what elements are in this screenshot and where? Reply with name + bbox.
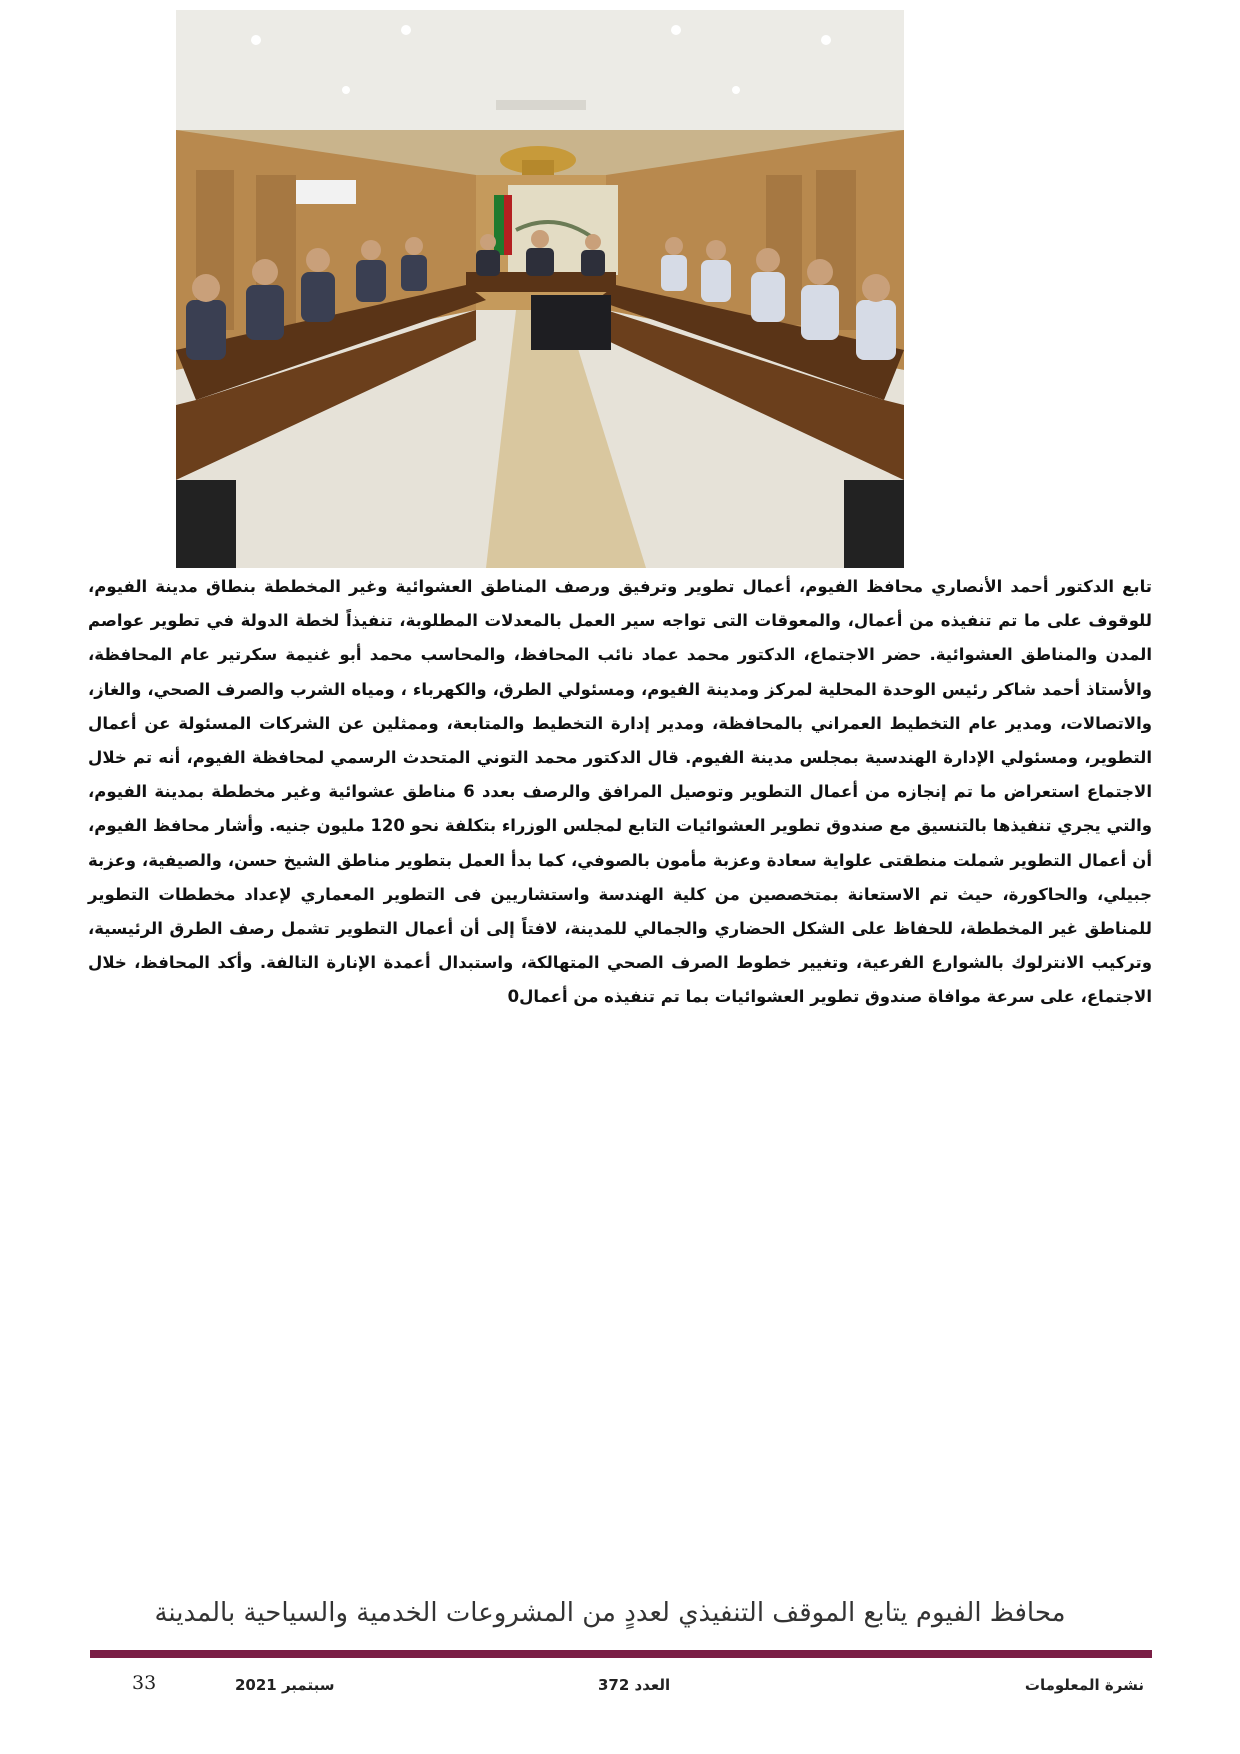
- article-body: تابع الدكتور أحمد الأنصاري محافظ الفيوم، أعمال تطوير وترفيق ورصف المناطق العشوائية وغير المخططة بنطاق مدينة الفيوم، للوقوف على ما تم تنفيذه من أعمال، والمعوقات التى تواجه سير العمل بالمعدلات المطلوبة، تنفيذاً لخطة الدولة في تطوير عواصم المدن والمناطق العشوائية. حضر الاجتماع، الدكتور محمد عماد نائب المحافظ، والمحاسب محمد أبو غنيمة سكرتير عام المحافظة، والأستاذ أحمد شاكر رئيس الوحدة المحلية لمركز ومدينة الفيوم، ومسئولي الطرق، والكهرباء ، ومياه الشرب والصرف الصحي، والغاز، والاتصالات، ومدير عام التخطيط العمراني بالمحافظة، ومدير إدارة التخطيط والمتابعة، وممثلين عن الشركات المسئولة عن أعمال التطوير، ومسئولي الإدارة الهندسية بمجلس مدينة الفيوم. قال الدكتور محمد التوني المتحدث الرسمي لمحافظة الفيوم، أنه تم خلال الاجتماع استعراض ما تم إنجازه من أعمال التطوير وتوصيل المرافق والرصف بعدد 6 مناطق عشوائية وغير مخططة بمدينة الفيوم، والتي يجري تنفيذها بالتنسيق مع صندوق تطوير العشوائيات التابع لمجلس الوزراء بتكلفة نحو 120 مليون جنيه. وأشار محافظ الفيوم، أن أعمال التطوير شملت منطقتى علواية سعادة وعزبة مأمون بالصوفي، كما بدأ العمل بتطوير مناطق الشيخ حسن، والصيفية، وعزبة جبيلي، والحاكورة، حيث تم الاستعانة بمتخصصين من كلية الهندسة واستشاريين فى التطوير المعماري لإعداد مخططات التطوير للمناطق غير المخططة، للحفاظ على الشكل الحضاري والجمالي للمدينة، لافتاً إلى أن أعمال التطوير تشمل رصف الطرق الرئيسية، وتركيب الانترلوك بالشوارع الفرعية، وتغيير خطوط الصرف الصحي المتهالكة، واستبدال أعمدة الإنارة التالفة. وأكد المحافظ، خلال الاجتماع، على سرعة موافاة صندوق تطوير العشوائيات بما تم تنفيذه من أعمال0: [88, 577, 1153, 1007]
- footer-divider: [90, 1650, 1152, 1658]
- publication-name: نشرة المعلومات: [1024, 1676, 1144, 1694]
- issue-number: العدد 372: [598, 1676, 671, 1694]
- page-headline: محافظ الفيوم يتابع الموقف التنفيذي لعددٍ من المشروعات الخدمية والسياحية بالمدينة: [154, 1598, 1066, 1628]
- issue-date: سبتمبر 2021: [235, 1676, 335, 1694]
- meeting-photo: [176, 10, 904, 568]
- meeting-room-illustration: [176, 10, 904, 568]
- page-number: 33: [132, 1672, 157, 1694]
